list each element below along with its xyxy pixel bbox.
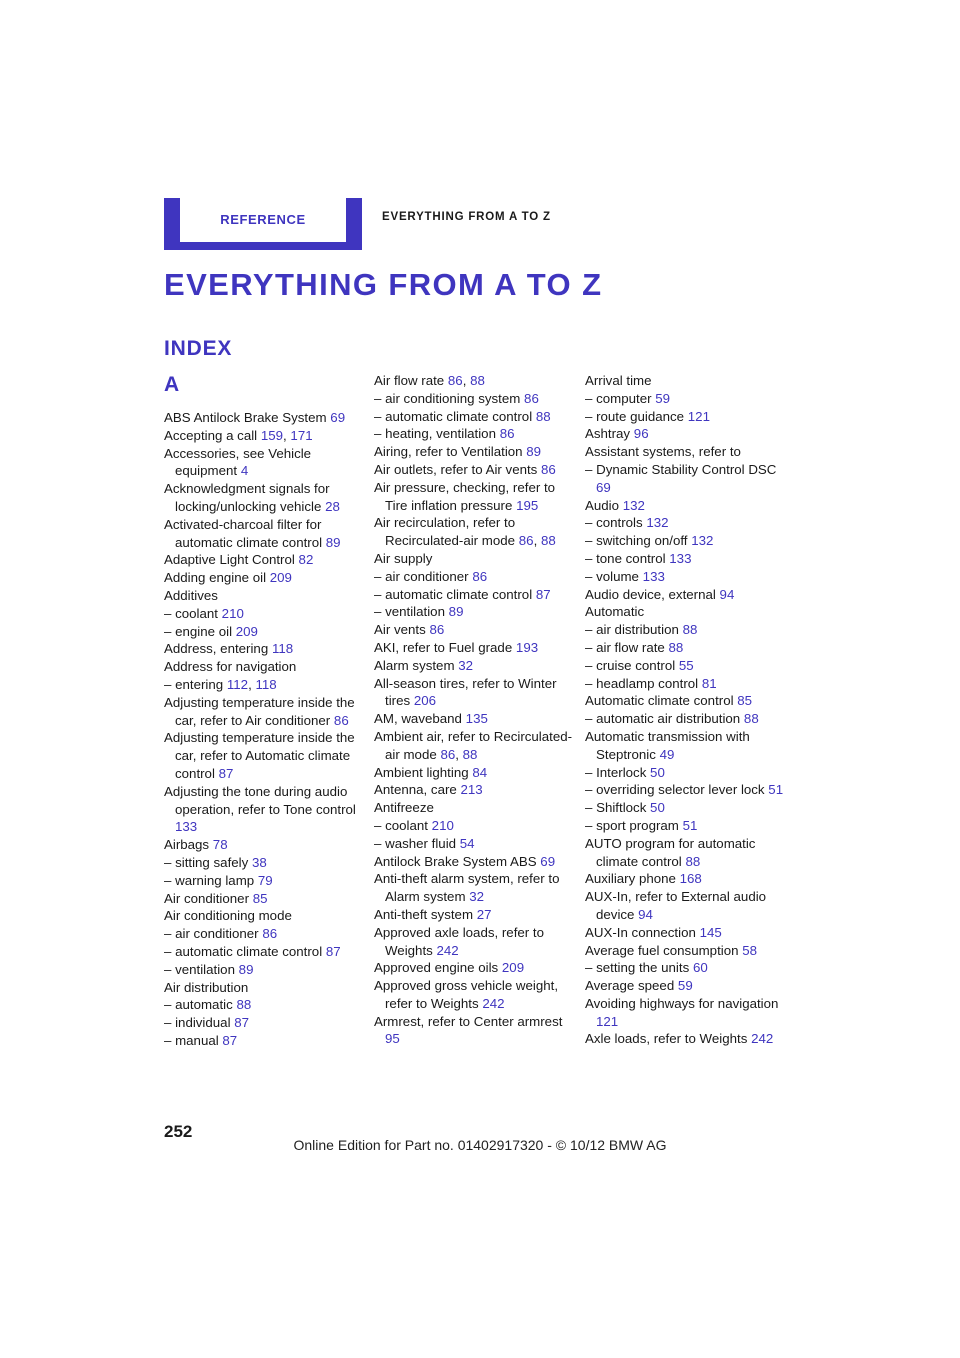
- index-entry: [164, 516, 364, 552]
- index-term: – heating, ventilation: [374, 426, 496, 442]
- page-reference-link[interactable]: 213: [460, 782, 483, 798]
- index-entry: [374, 799, 574, 817]
- page-reference-link[interactable]: 206: [413, 693, 437, 709]
- page-reference-link[interactable]: 88: [682, 622, 698, 638]
- page-reference-link[interactable]: 85: [737, 693, 753, 709]
- page-reference-link[interactable]: 145: [699, 924, 722, 940]
- index-entry: Ambient air, refer to Recirculated-air mode 86, 88: [374, 728, 573, 762]
- index-entry: [585, 390, 785, 408]
- index-term: Accepting a call: [164, 427, 258, 443]
- index-entry: [585, 603, 785, 621]
- index-entry: [585, 568, 785, 586]
- index-term: Address for navigation: [164, 659, 297, 675]
- index-term: – air conditioner: [164, 926, 259, 942]
- index-entry: [164, 551, 364, 569]
- index-term: – volume: [585, 568, 639, 584]
- page-reference-link[interactable]: 88: [462, 746, 478, 762]
- index-term: Armrest, refer to Center armrest: [374, 1013, 563, 1029]
- index-term: Antilock Brake System ABS: [374, 853, 537, 869]
- index-term: – automatic air distribution: [585, 711, 741, 727]
- index-entry: Air flow rate 86, 88: [374, 373, 485, 388]
- index-entry: [585, 532, 785, 550]
- index-term: – sport program: [585, 817, 679, 833]
- index-entry: [585, 728, 785, 764]
- page-reference-link[interactable]: 132: [622, 497, 645, 513]
- index-entry: [374, 835, 574, 853]
- index-entry: [164, 907, 364, 925]
- page-reference-link[interactable]: 82: [298, 552, 314, 568]
- page-reference-link[interactable]: 81: [701, 675, 717, 691]
- page-reference-link[interactable]: 38: [251, 854, 267, 870]
- index-entry: [164, 979, 364, 997]
- index-entry: [585, 888, 785, 924]
- index-term: Air vents: [374, 622, 426, 638]
- index-term: Adjusting temperature inside the car, refer to Air conditioner: [164, 694, 355, 728]
- index-term: Audio: [585, 497, 620, 513]
- index-term: Antifreeze: [374, 800, 434, 816]
- page-reference-link[interactable]: 87: [218, 765, 234, 781]
- index-entry: [374, 906, 574, 924]
- page-reference-link[interactable]: 84: [472, 764, 488, 780]
- index-entry: [374, 710, 574, 728]
- chapter-title: EVERYTHING FROM A TO Z: [382, 211, 551, 223]
- page-reference-link[interactable]: 94: [719, 586, 735, 602]
- index-entry: [374, 639, 574, 657]
- index-term: – tone control: [585, 550, 666, 566]
- section-heading: INDEX: [164, 337, 233, 360]
- index-term: Air recirculation, refer to Recirculated-air mode: [374, 515, 516, 549]
- page-reference-link[interactable]: 86: [440, 746, 456, 762]
- index-term: Anti-theft system: [374, 906, 474, 922]
- page-reference-link[interactable]: 55: [678, 657, 694, 673]
- page-reference-link[interactable]: 28: [325, 498, 340, 514]
- page-reference-link[interactable]: 210: [431, 817, 454, 833]
- page-reference-link[interactable]: 88: [540, 533, 556, 549]
- index-entry: [374, 425, 574, 443]
- index-term: Ambient lighting: [374, 764, 469, 780]
- index-entry: [164, 836, 364, 854]
- index-entry: [374, 443, 574, 461]
- index-entry: [164, 1014, 364, 1032]
- index-term: Airing, refer to Ventilation: [374, 444, 523, 460]
- page-reference-link[interactable]: 86: [541, 461, 556, 477]
- page-reference-link[interactable]: 87: [222, 1032, 238, 1048]
- index-term: AM, waveband: [374, 711, 462, 727]
- page-reference-link[interactable]: 69: [330, 410, 346, 425]
- index-entry: [164, 1032, 364, 1050]
- index-term: ABS Antilock Brake System: [164, 410, 327, 425]
- index-entry: [585, 639, 785, 657]
- index-term: Approved engine oils: [374, 960, 499, 976]
- page-reference-link[interactable]: 50: [650, 800, 665, 816]
- page-reference-link[interactable]: 86: [518, 533, 534, 549]
- page-reference-link[interactable]: 118: [271, 641, 294, 657]
- index-term: Adjusting temperature inside the car, refer to Automatic climate control: [164, 730, 355, 781]
- index-entry: [585, 443, 785, 461]
- index-term: Avoiding highways for navigation: [585, 995, 779, 1011]
- footer-edition: Online Edition for Part no. 01402917320 - © 10/12 BMW AG: [293, 1137, 667, 1153]
- index-term: Air distribution: [164, 979, 249, 995]
- index-entry: [374, 479, 574, 515]
- index-term: – air flow rate: [585, 639, 665, 655]
- page-reference-link[interactable]: 171: [290, 427, 313, 443]
- index-entry: Accepting a call 159, 171: [164, 427, 313, 443]
- page-reference-link[interactable]: 60: [692, 960, 708, 976]
- page-reference-link[interactable]: 51: [682, 817, 698, 833]
- index-entry: [374, 924, 574, 960]
- page-reference-link[interactable]: 87: [535, 586, 551, 602]
- index-entry: [585, 675, 785, 693]
- index-entry: [374, 390, 574, 408]
- index-entry: [164, 409, 364, 427]
- index-entry: [164, 783, 364, 836]
- index-term: – setting the units: [585, 960, 690, 976]
- index-entry: [585, 514, 785, 532]
- page-reference-link[interactable]: 88: [685, 853, 701, 869]
- index-column-2: [374, 372, 574, 1048]
- index-entry: [585, 995, 785, 1031]
- index-entry: [374, 959, 574, 977]
- index-term: – warning lamp: [164, 872, 255, 888]
- page-reference-link[interactable]: 209: [501, 960, 525, 976]
- index-term: – Dynamic Stability Control DSC: [585, 461, 777, 477]
- index-entry: [374, 586, 574, 604]
- index-column-1: [164, 372, 364, 1050]
- index-entry: [585, 710, 785, 728]
- index-entry: [164, 640, 364, 658]
- index-entry: [585, 497, 785, 515]
- index-term: Anti-theft alarm system, refer to Alarm system: [374, 871, 560, 905]
- page-reference-link[interactable]: 242: [751, 1031, 774, 1047]
- index-term: – air distribution: [585, 622, 679, 638]
- page-reference-link[interactable]: 133: [669, 550, 692, 566]
- page-reference-link[interactable]: 79: [257, 872, 273, 888]
- page-reference-link[interactable]: 242: [436, 942, 459, 958]
- index-entry: [374, 977, 574, 1013]
- index-entry: [585, 817, 785, 835]
- page-reference-link[interactable]: 86: [262, 926, 278, 942]
- index-term: Air outlets, refer to Air vents: [374, 461, 538, 477]
- index-entry: [374, 408, 574, 426]
- index-term: – engine oil: [164, 623, 233, 639]
- index-entry: [164, 943, 364, 961]
- index-term: – computer: [585, 390, 652, 406]
- page-reference-link[interactable]: 121: [687, 408, 710, 424]
- page-reference-link[interactable]: 88: [535, 408, 551, 424]
- index-term: – Shiftlock: [585, 800, 647, 816]
- index-entry: [374, 621, 574, 639]
- index-entry: [585, 942, 785, 960]
- index-entry: [585, 461, 785, 497]
- index-term: Adaptive Light Control: [164, 552, 295, 568]
- index-term: AUX-In, refer to External audio device: [585, 889, 767, 922]
- index-entry: [164, 623, 364, 641]
- index-term: – cruise control: [585, 657, 676, 673]
- index-term: Air conditioner: [164, 890, 249, 906]
- index-entry: [585, 977, 785, 995]
- index-entry: [374, 461, 574, 479]
- index-column-3: [585, 372, 785, 1048]
- index-entry: [585, 781, 785, 799]
- index-term: Antenna, care: [374, 782, 457, 798]
- index-entry: Air recirculation, refer to Recirculated-air mode 86, 88: [374, 515, 556, 549]
- index-term: Average speed: [585, 978, 675, 994]
- index-term: – Interlock: [585, 764, 647, 780]
- index-entry: [374, 853, 574, 871]
- index-entry: [585, 799, 785, 817]
- page-reference-link[interactable]: 209: [235, 623, 258, 639]
- page-reference-link[interactable]: 78: [212, 837, 228, 853]
- index-term: Address, entering: [164, 641, 269, 657]
- page-reference-link[interactable]: 133: [642, 568, 665, 584]
- index-term: Auxiliary phone: [585, 871, 676, 887]
- index-term: Air supply: [374, 550, 433, 566]
- page-reference-link[interactable]: 86: [333, 712, 349, 728]
- page-reference-link[interactable]: 4: [240, 463, 249, 479]
- index-term: All-season tires, refer to Winter tires: [374, 675, 557, 709]
- index-letter-heading: A: [164, 373, 180, 396]
- index-term: – headlamp control: [585, 675, 699, 691]
- index-term: – ventilation: [374, 604, 445, 620]
- page-reference-link[interactable]: 87: [234, 1015, 250, 1031]
- index-term: Alarm system: [374, 657, 455, 673]
- page-reference-link[interactable]: 54: [459, 835, 475, 851]
- index-term: AUX-In connection: [585, 924, 696, 940]
- index-entry: [374, 657, 574, 675]
- index-entry: [585, 692, 785, 710]
- page-reference-link[interactable]: 88: [470, 373, 485, 388]
- page-reference-link[interactable]: 69: [540, 853, 556, 869]
- index-entry: [164, 996, 364, 1014]
- index-entry: [164, 854, 364, 872]
- index-term: – route guidance: [585, 408, 685, 424]
- index-term: Air conditioning mode: [164, 908, 292, 924]
- index-entry: [585, 372, 785, 390]
- index-entry: [164, 925, 364, 943]
- index-entry: [374, 603, 574, 621]
- page-reference-link[interactable]: 209: [269, 570, 292, 586]
- page-reference-link[interactable]: 86: [447, 373, 463, 388]
- section-tab[interactable]: [164, 198, 362, 250]
- index-term: Additives: [164, 587, 218, 603]
- index-term: Automatic: [585, 604, 645, 620]
- index-term: – automatic climate control: [164, 943, 323, 959]
- page-reference-link[interactable]: 133: [175, 819, 198, 835]
- index-entry: [374, 1013, 574, 1049]
- index-entry: [374, 675, 574, 711]
- index-term: AKI, refer to Fuel grade: [374, 639, 513, 655]
- page-reference-link[interactable]: 112: [226, 676, 249, 692]
- index-entry: [585, 425, 785, 443]
- index-term: Arrival time: [585, 373, 652, 388]
- section-tab-label: REFERENCE: [180, 198, 346, 242]
- index-term: – switching on/off: [585, 533, 688, 549]
- index-term: Adjusting the tone during audio operation, refer to Tone control: [164, 783, 356, 817]
- index-entry: [585, 657, 785, 675]
- page-reference-link[interactable]: 210: [221, 605, 244, 621]
- page-reference-link[interactable]: 32: [458, 657, 474, 673]
- page-reference-link[interactable]: 59: [655, 390, 671, 406]
- index-term: Accessories, see Vehicle equipment: [164, 445, 312, 479]
- page-reference-link[interactable]: 242: [482, 995, 505, 1011]
- index-term: Air pressure, checking, refer to Tire inflation pressure: [374, 479, 556, 513]
- index-term: Air flow rate: [374, 373, 445, 388]
- index-term: – coolant: [164, 605, 218, 621]
- index-term: – air conditioner: [374, 568, 469, 584]
- index-entry: [585, 870, 785, 888]
- page-title: EVERYTHING FROM A TO Z: [164, 267, 603, 302]
- index-entry: [585, 408, 785, 426]
- index-term: Audio device, external: [585, 586, 716, 602]
- page-reference-link[interactable]: 88: [236, 997, 252, 1013]
- index-entry: [585, 924, 785, 942]
- page-reference-link[interactable]: 50: [650, 764, 665, 780]
- index-entry: [164, 729, 364, 782]
- page-reference-link[interactable]: 51: [768, 782, 784, 798]
- index-entry: [374, 781, 574, 799]
- index-entry: [585, 959, 785, 977]
- index-entry: [585, 1030, 785, 1048]
- index-entry: [164, 890, 364, 908]
- page-reference-link[interactable]: 132: [691, 533, 714, 549]
- index-entry: [164, 872, 364, 890]
- page-reference-link[interactable]: 58: [742, 942, 758, 958]
- index-entry: [585, 621, 785, 639]
- page-reference-link[interactable]: 159: [260, 427, 284, 443]
- index-entry: [585, 586, 785, 604]
- page-reference-link[interactable]: 89: [526, 444, 542, 460]
- index-term: – coolant: [374, 817, 428, 833]
- index-term: Average fuel consumption: [585, 942, 739, 958]
- index-entry: [374, 568, 574, 586]
- index-entry: [164, 605, 364, 623]
- page-reference-link[interactable]: 89: [238, 961, 254, 977]
- page-reference-link[interactable]: 94: [638, 906, 653, 922]
- page-reference-link[interactable]: 86: [429, 622, 445, 638]
- index-term: – air conditioning system: [374, 390, 521, 406]
- page-reference-link[interactable]: 95: [385, 1031, 400, 1047]
- page-reference-link[interactable]: 87: [325, 943, 341, 959]
- index-entry: [374, 764, 574, 782]
- index-term: Approved gross vehicle weight, refer to Weights: [374, 978, 559, 1011]
- index-term: Activated-charcoal filter for automatic climate control: [164, 516, 323, 550]
- page-reference-link[interactable]: 89: [325, 534, 341, 550]
- index-term: Acknowledgment signals for locking/unlocking vehicle: [164, 481, 330, 514]
- page-reference-link[interactable]: 88: [668, 639, 684, 655]
- page-reference-link[interactable]: 193: [515, 639, 539, 655]
- index-term: – ventilation: [164, 961, 235, 977]
- page-reference-link[interactable]: 89: [448, 604, 464, 620]
- index-term: Axle loads, refer to Weights: [585, 1031, 748, 1047]
- page-reference-link[interactable]: 118: [255, 676, 277, 692]
- index-entry: [164, 569, 364, 587]
- page-reference-link[interactable]: 27: [476, 906, 492, 922]
- index-term: Automatic climate control: [585, 693, 734, 709]
- index-term: – controls: [585, 515, 643, 531]
- index-entry: [585, 764, 785, 782]
- index-term: – manual: [164, 1032, 219, 1048]
- index-entry: [164, 658, 364, 676]
- index-term: – overriding selector lever lock: [585, 782, 765, 798]
- index-entry: [164, 694, 364, 730]
- index-term: Airbags: [164, 837, 210, 853]
- index-term: – sitting safely: [164, 854, 249, 870]
- index-entry: [164, 480, 364, 516]
- page-reference-link[interactable]: 86: [499, 426, 515, 442]
- index-entry: [585, 835, 785, 871]
- page-reference-link[interactable]: 32: [469, 889, 485, 905]
- index-entry: [164, 961, 364, 979]
- page-reference-link[interactable]: 85: [252, 890, 268, 906]
- index-entry: [374, 817, 574, 835]
- index-term: Assistant systems, refer to: [585, 444, 741, 460]
- page-reference-link[interactable]: 88: [743, 711, 759, 727]
- page-reference-link[interactable]: 69: [596, 479, 611, 495]
- page-number: 252: [164, 1122, 193, 1141]
- index-entry: [374, 870, 574, 906]
- index-term: – entering: [164, 676, 224, 692]
- index-term: – washer fluid: [374, 835, 457, 851]
- page-reference-link[interactable]: 135: [465, 711, 488, 727]
- page-reference-link[interactable]: 168: [679, 871, 702, 887]
- index-term: – individual: [164, 1015, 231, 1031]
- index-term: – automatic climate control: [374, 586, 533, 602]
- index-entry: [164, 445, 364, 481]
- page-reference-link[interactable]: 195: [516, 497, 539, 513]
- index-entry: – entering 112, 118: [164, 676, 277, 692]
- index-term: Automatic transmission with Steptronic: [585, 728, 750, 762]
- index-term: Ashtray: [585, 426, 631, 442]
- index-term: AUTO program for automatic climate control: [585, 835, 756, 869]
- index-entry: [585, 550, 785, 568]
- index-term: Adding engine oil: [164, 570, 267, 586]
- page-reference-link[interactable]: 132: [646, 515, 669, 531]
- page-reference-link[interactable]: 59: [677, 978, 693, 994]
- index-entry: [374, 550, 574, 568]
- page-reference-link[interactable]: 49: [659, 746, 675, 762]
- page-reference-link[interactable]: 86: [472, 568, 488, 584]
- page-reference-link[interactable]: 96: [633, 426, 649, 442]
- index-entry: [164, 587, 364, 605]
- index-term: – automatic climate control: [374, 408, 533, 424]
- index-term: Ambient air, refer to Recirculated-air mode: [374, 728, 573, 762]
- page-reference-link[interactable]: 121: [596, 1013, 619, 1029]
- index-term: – automatic: [164, 997, 233, 1013]
- index-term: Approved axle loads, refer to Weights: [374, 924, 545, 958]
- page-reference-link[interactable]: 86: [524, 390, 539, 406]
